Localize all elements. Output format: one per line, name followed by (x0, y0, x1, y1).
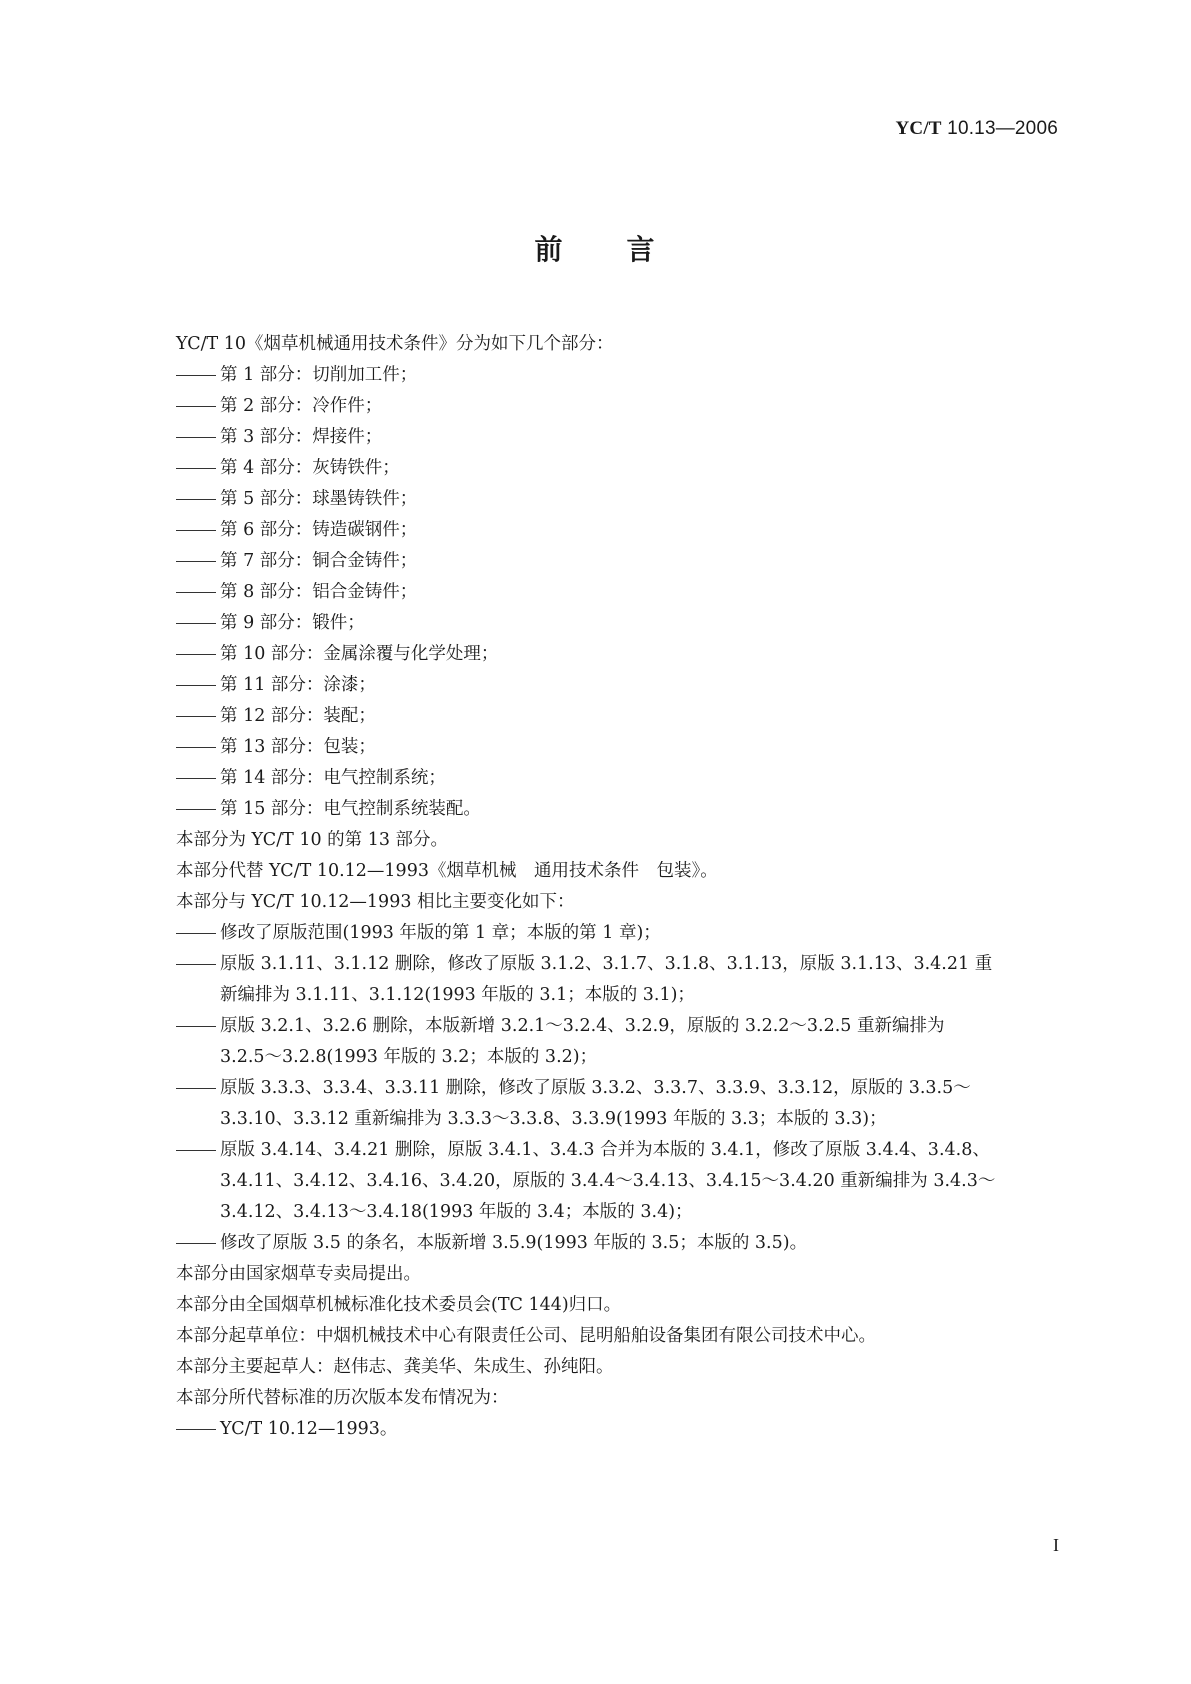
changes-list (176, 918, 1056, 1259)
part-item: 第 7 部分：铜合金铸件； (220, 551, 418, 571)
change-item: 修改了原版 3.5 的条名，本版新增 3.5.9(1993 年版的 3.5；本版的 3.5)。 (220, 1233, 808, 1253)
change-item: 原版 3.4.14、3.4.21 删除，原版 3.4.1、3.4.3 合并为本版的 3.4.1，修改了原版 3.4.4、3.4.8、 3.4.11、3.4.12、3.4.16、3.4.20，原版的 3.4.4～3.4.13、3.4.15～3.4.20 重新编排为 3.4.3～ 3.4.12、3.4.13～3.4.18(1993 年版的 3.4；本版的 3.4)； (220, 1140, 996, 1222)
page-number: I (1053, 1535, 1059, 1555)
centralized-statement: 本部分由全国烟草机械标准化技术委员会(TC 144)归口。 (176, 1295, 622, 1315)
drafting-units: 本部分起草单位：中烟机械技术中心有限责任公司、昆明船舶设备集团有限公司技术中心。 (176, 1326, 876, 1346)
replacement-statement: 本部分代替 YC/T 10.12—1993《烟草机械 通用技术条件 包装》。 (176, 861, 718, 881)
part-item: 第 1 部分：切削加工件； (220, 365, 418, 385)
part-item: 第 15 部分：电气控制系统装配。 (220, 799, 481, 819)
part-item: 第 8 部分：铝合金铸件； (220, 582, 418, 602)
page-title (0, 228, 1191, 268)
foreword-body (176, 329, 1056, 1445)
part-item: 第 5 部分：球墨铸铁件； (220, 489, 418, 509)
intro-paragraph: YC/T 10《烟草机械通用技术条件》分为如下几个部分： (176, 334, 614, 354)
change-item: 原版 3.2.1、3.2.6 删除，本版新增 3.2.1～3.2.4、3.2.9，原版的 3.2.2～3.2.5 重新编排为 3.2.5～3.2.8(1993 年版的 3.2；本版的 3.2)； (220, 1016, 945, 1067)
part-item: 第 10 部分：金属涂覆与化学处理； (220, 644, 499, 664)
standard-code (895, 118, 1058, 140)
part-item: 第 12 部分：装配； (220, 706, 376, 726)
part-item: 第 3 部分：焊接件； (220, 427, 383, 447)
change-item: 原版 3.3.3、3.3.4、3.3.11 删除，修改了原版 3.3.2、3.3.7、3.3.9、3.3.12，原版的 3.3.5～ 3.3.10、3.3.12 重新编排为 3.3.3～3.3.8、3.3.9(1993 年版的 3.3；本版的 3.3)； (220, 1078, 971, 1129)
changes-intro: 本部分与 YC/T 10.12—1993 相比主要变化如下： (176, 892, 575, 912)
proposer-statement: 本部分由国家烟草专卖局提出。 (176, 1264, 421, 1284)
part-item: 第 9 部分：锻件； (220, 613, 365, 633)
history-item: YC/T 10.12—1993。 (220, 1419, 398, 1439)
part-item: 第 4 部分：灰铸铁件； (220, 458, 400, 478)
title-char-1: 前 (534, 233, 565, 266)
history-intro: 本部分所代替标准的历次版本发布情况为： (176, 1388, 509, 1408)
part-statement: 本部分为 YC/T 10 的第 13 部分。 (176, 830, 449, 850)
title-char-2: 言 (626, 233, 657, 266)
part-item: 第 2 部分：冷作件； (220, 396, 383, 416)
drafters: 本部分主要起草人：赵伟志、龚美华、朱成生、孙纯阳。 (176, 1357, 614, 1377)
standard-number: 10.13—2006 (947, 118, 1058, 139)
change-item: 原版 3.1.11、3.1.12 删除，修改了原版 3.1.2、3.1.7、3.1.8、3.1.13，原版 3.1.13、3.4.21 重 新编排为 3.1.11、3.1.12(1993 年版的 3.1；本版的 3.1)； (220, 954, 993, 1005)
part-item: 第 14 部分：电气控制系统； (220, 768, 446, 788)
standard-prefix: YC/T (895, 118, 942, 139)
change-item: 修改了原版范围(1993 年版的第 1 章；本版的第 1 章)； (220, 923, 661, 943)
part-item: 第 11 部分：涂漆； (220, 675, 376, 695)
part-item: 第 13 部分：包装； (220, 737, 376, 757)
parts-list (176, 360, 1056, 825)
part-item: 第 6 部分：铸造碳钢件； (220, 520, 418, 540)
